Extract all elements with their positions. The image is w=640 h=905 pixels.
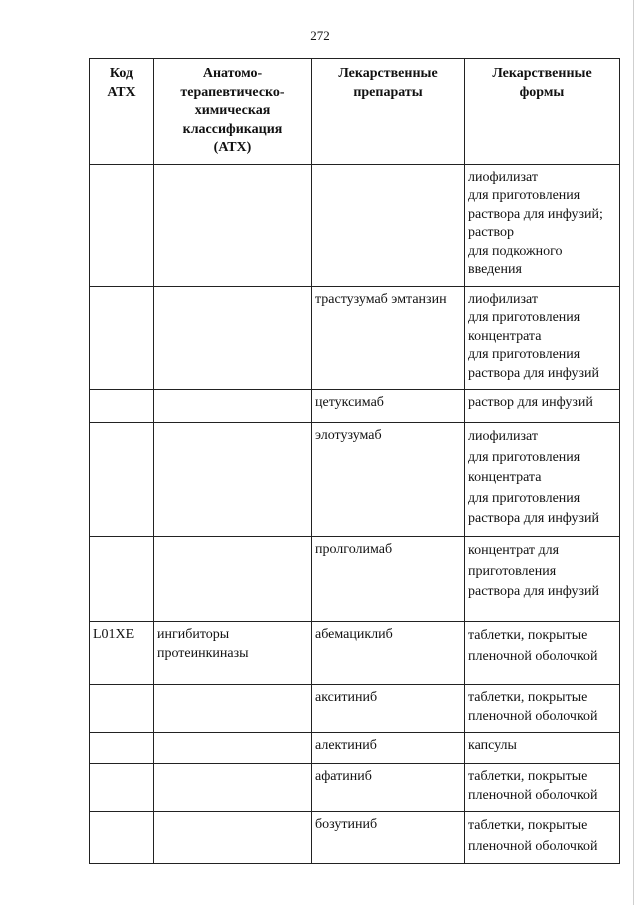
scan-edge-line (633, 0, 634, 905)
cell-drug (312, 164, 465, 286)
cell-classification (154, 812, 312, 864)
cell-code (90, 537, 154, 622)
page-number: 272 (310, 28, 330, 43)
cell-code (90, 812, 154, 864)
cell-code (90, 733, 154, 764)
cell-form: таблетки, покрытые пленочной оболочкой (465, 812, 620, 864)
cell-classification (154, 764, 312, 812)
cell-classification (154, 537, 312, 622)
cell-classification (154, 733, 312, 764)
table-row (90, 390, 620, 423)
table-row (90, 622, 620, 685)
atx-drug-table (89, 58, 620, 864)
cell-drug: цетуксимаб (312, 390, 465, 423)
table-row (90, 685, 620, 733)
cell-classification (154, 685, 312, 733)
header-forms: Лекарственные формы (465, 59, 620, 165)
table-row (90, 764, 620, 812)
cell-code (90, 390, 154, 423)
table-row (90, 423, 620, 537)
header-code: Код АТХ (90, 59, 154, 165)
cell-form: лиофилизат для приготовления концентрата для приготовления раствора для инфузий (465, 423, 620, 537)
table-header-row (90, 59, 620, 165)
cell-drug: афатиниб (312, 764, 465, 812)
cell-form: таблетки, покрытые пленочной оболочкой (465, 685, 620, 733)
cell-classification (154, 423, 312, 537)
cell-form: концентрат для приготовления раствора для инфузий (465, 537, 620, 622)
header-classification: Анатомо- терапевтическо- химическая классификация (АТХ) (154, 59, 312, 165)
cell-drug: акситиниб (312, 685, 465, 733)
cell-classification (154, 286, 312, 390)
cell-drug: пролголимаб (312, 537, 465, 622)
cell-code (90, 423, 154, 537)
cell-classification (154, 164, 312, 286)
table-row (90, 164, 620, 286)
cell-classification (154, 390, 312, 423)
cell-form: таблетки, покрытые пленочной оболочкой (465, 622, 620, 685)
table-row (90, 733, 620, 764)
cell-form: лиофилизат для приготовления концентрата для приготовления раствора для инфузий (465, 286, 620, 390)
table-row (90, 537, 620, 622)
table-row (90, 812, 620, 864)
table-row (90, 286, 620, 390)
cell-form: раствор для инфузий (465, 390, 620, 423)
cell-drug: абемациклиб (312, 622, 465, 685)
cell-code (90, 286, 154, 390)
header-drugs: Лекарственные препараты (312, 59, 465, 165)
cell-drug: бозутиниб (312, 812, 465, 864)
cell-code (90, 764, 154, 812)
cell-form: лиофилизат для приготовления раствора для инфузий; раствор для подкожного введения (465, 164, 620, 286)
cell-drug: алектиниб (312, 733, 465, 764)
cell-drug: элотузумаб (312, 423, 465, 537)
cell-code (90, 685, 154, 733)
cell-classification: ингибиторы протеинкиназы (154, 622, 312, 685)
cell-drug: трастузумаб эмтанзин (312, 286, 465, 390)
cell-form: таблетки, покрытые пленочной оболочкой (465, 764, 620, 812)
cell-code: L01XE (90, 622, 154, 685)
cell-form: капсулы (465, 733, 620, 764)
cell-code (90, 164, 154, 286)
